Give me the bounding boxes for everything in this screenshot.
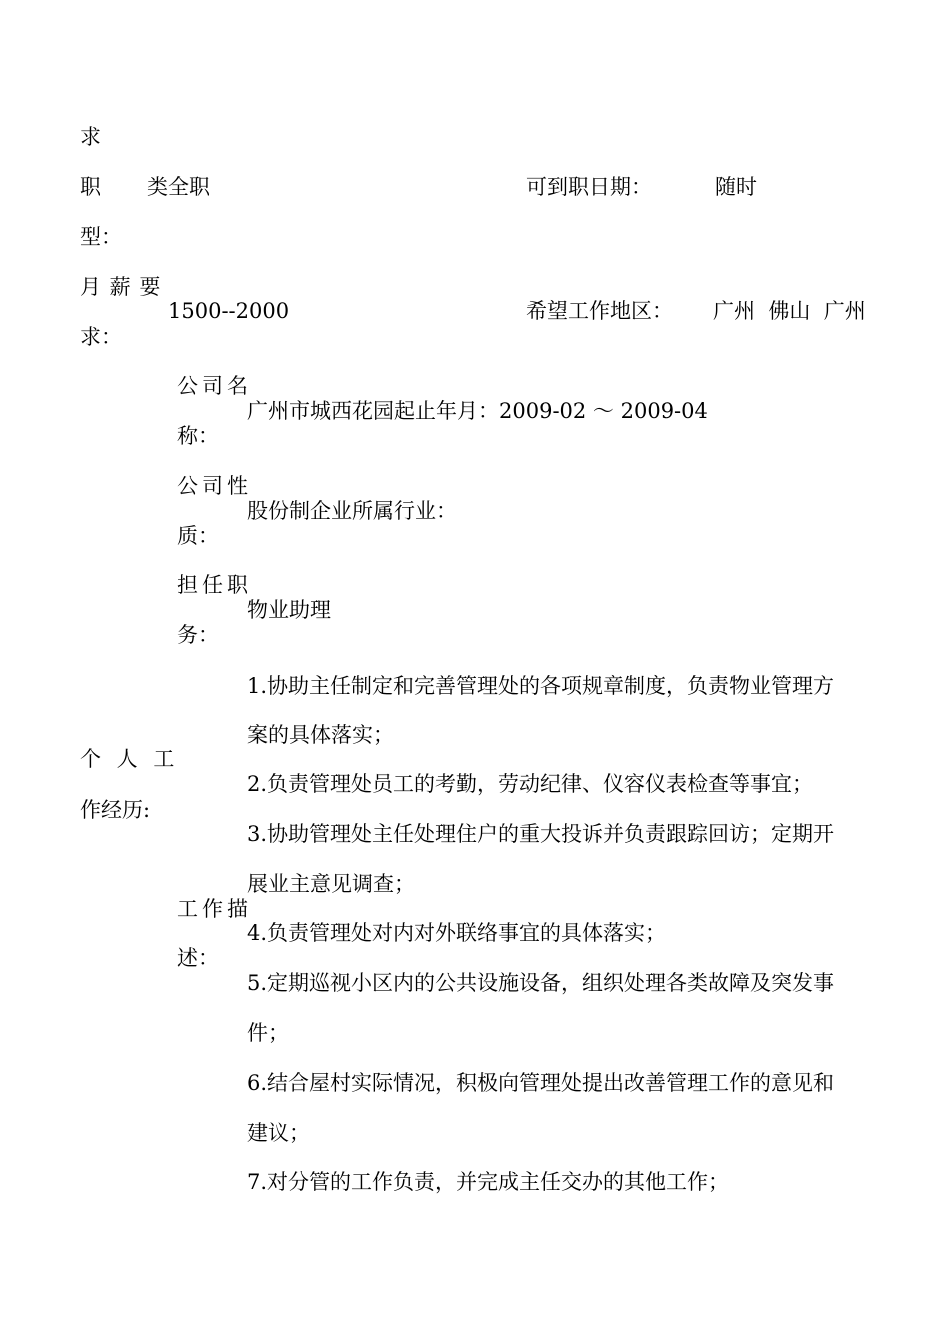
description-line: 7.对分管的工作负责，并完成主任交办的其他工作； — [247, 1170, 730, 1194]
available-date-label: 可到职日期： — [526, 175, 652, 199]
job-type-value: 类全职 — [147, 175, 210, 199]
section-label-line2: 作经历: — [80, 798, 151, 822]
job-type-label-line1: 职 — [80, 175, 101, 199]
salary-label-line2: 求： — [80, 325, 122, 349]
company-name-label-line2: 称： — [177, 424, 219, 448]
company-type-value: 股份制企业所属行业： — [247, 499, 457, 523]
job-type-label-line2: 型： — [80, 225, 122, 249]
description-line: 5.定期巡视小区内的公共设施设备，组织处理各类故障及突发事 — [247, 971, 835, 995]
salary-label-line1: 月 薪 要 — [80, 275, 161, 299]
salary-value: 1500--2000 — [168, 299, 290, 323]
company-type-label-line2: 质： — [177, 524, 219, 548]
description-line: 展业主意见调查； — [247, 872, 415, 896]
position-label-line2: 务： — [177, 623, 219, 647]
description-line: 件； — [247, 1021, 289, 1045]
desired-location-value: 广州 佛山 广州 — [713, 299, 866, 323]
desired-location-label: 希望工作地区： — [526, 299, 673, 323]
header-fragment: 求 — [80, 125, 101, 149]
company-name-label-line1: 公司名 — [177, 374, 252, 398]
description-line: 3.协助管理处主任处理住户的重大投诉并负责跟踪回访；定期开 — [247, 822, 835, 846]
description-line: 4.负责管理处对内对外联络事宜的具体落实； — [247, 921, 667, 945]
description-label-line2: 述： — [177, 946, 219, 970]
description-line: 1.协助主任制定和完善管理处的各项规章制度，负责物业管理方 — [247, 674, 835, 698]
position-value: 物业助理 — [247, 598, 331, 622]
position-label-line1: 担任职 — [177, 573, 252, 597]
description-line: 2.负责管理处员工的考勤，劳动纪律、仪容仪表检查等事宜； — [247, 772, 814, 796]
company-name-value: 广州市城西花园起止年月：2009-02 ～ 2009-04 — [247, 399, 708, 423]
description-label-line1: 工作描 — [177, 897, 252, 921]
section-label-line1: 个 人 工 — [80, 747, 175, 771]
description-line: 6.结合屋村实际情况，积极向管理处提出改善管理工作的意见和 — [247, 1071, 835, 1095]
company-type-label-line1: 公司性 — [177, 474, 252, 498]
description-line: 建议； — [247, 1121, 310, 1145]
description-line: 案的具体落实； — [247, 723, 394, 747]
available-date-value: 随时 — [715, 175, 757, 199]
